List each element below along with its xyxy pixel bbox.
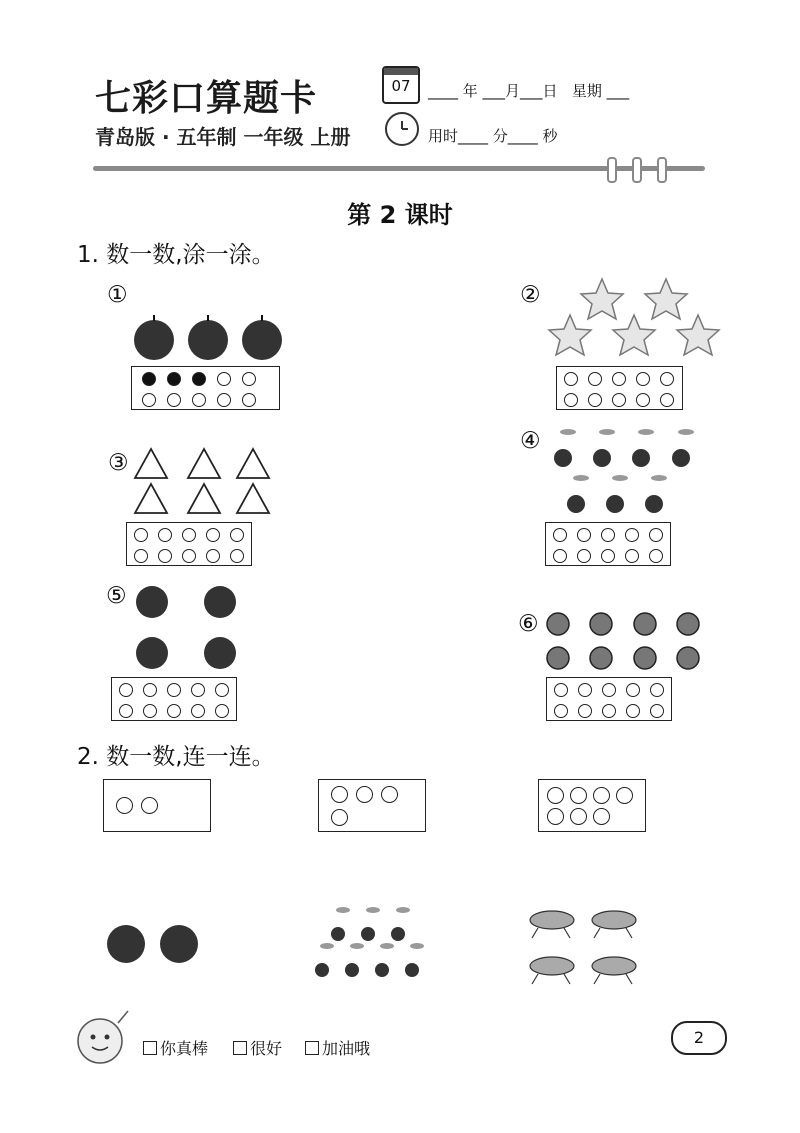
mascot-icon (70, 1005, 132, 1069)
ten-frame-6[interactable] (546, 677, 672, 721)
frame-dot[interactable] (588, 372, 602, 386)
item-number: ⑤ (106, 583, 127, 609)
frame-dot[interactable] (217, 372, 231, 386)
item-number: ③ (108, 450, 129, 476)
frame-dot[interactable] (660, 393, 674, 407)
frame-dot[interactable] (612, 372, 626, 386)
frame-dot[interactable] (553, 549, 567, 563)
apples-picture (132, 582, 247, 672)
checkbox-icon[interactable] (305, 1041, 319, 1055)
frame-dot[interactable] (625, 528, 639, 542)
frame-dot[interactable] (554, 704, 568, 718)
frame-dot[interactable] (206, 549, 220, 563)
count-box-4[interactable] (318, 779, 426, 832)
box-dot (331, 786, 348, 803)
rating-label: 很好 (250, 1039, 283, 1058)
date-line: ____ 年 ___月___日 星期 ___ (428, 82, 630, 100)
frame-dot[interactable] (167, 683, 181, 697)
frame-dot[interactable] (564, 372, 578, 386)
frame-dot[interactable] (626, 704, 640, 718)
frame-dot[interactable] (230, 528, 244, 542)
frame-dot[interactable] (564, 393, 578, 407)
brand-title: 七彩口算题卡 (95, 77, 318, 119)
frame-dot[interactable] (625, 549, 639, 563)
lesson-title: 第 2 课时 (347, 201, 453, 229)
box-dot (593, 808, 610, 825)
page-number: 2 (671, 1021, 727, 1055)
frame-dot[interactable] (650, 704, 664, 718)
frame-dot[interactable] (215, 704, 229, 718)
checkbox-icon[interactable] (143, 1041, 157, 1055)
frame-dot[interactable] (602, 704, 616, 718)
ten-frame-2[interactable] (556, 366, 683, 410)
cherries-picture (548, 424, 703, 516)
rating-option-1[interactable] (143, 1036, 208, 1059)
rating-label: 加油哦 (322, 1039, 371, 1058)
frame-dot[interactable] (649, 549, 663, 563)
frame-dot[interactable] (191, 683, 205, 697)
frame-dot[interactable] (588, 393, 602, 407)
frame-dot[interactable] (649, 528, 663, 542)
frame-dot[interactable] (119, 704, 133, 718)
frame-dot[interactable] (206, 528, 220, 542)
rating-option-2[interactable] (233, 1036, 282, 1059)
frame-dot[interactable] (142, 393, 156, 407)
frame-dot[interactable] (182, 528, 196, 542)
stars-picture (542, 277, 727, 363)
box-dot (547, 787, 564, 804)
item-number: ⑥ (518, 611, 539, 637)
frame-dot[interactable] (636, 393, 650, 407)
frame-dot[interactable] (142, 372, 156, 386)
frame-dot[interactable] (158, 528, 172, 542)
frame-dot[interactable] (578, 683, 592, 697)
count-box-2[interactable] (103, 779, 211, 832)
frame-dot[interactable] (167, 372, 181, 386)
ten-frame-5[interactable] (111, 677, 237, 721)
frame-dot[interactable] (134, 528, 148, 542)
frame-dot[interactable] (636, 372, 650, 386)
frame-dot[interactable] (601, 528, 615, 542)
box-dot (381, 786, 398, 803)
box-dot (616, 787, 633, 804)
frame-dot[interactable] (158, 549, 172, 563)
box-dot (331, 809, 348, 826)
frame-dot[interactable] (230, 549, 244, 563)
binder-pin (632, 157, 642, 183)
checkbox-icon[interactable] (233, 1041, 247, 1055)
box-dot (547, 808, 564, 825)
count-box-7[interactable] (538, 779, 646, 832)
frame-dot[interactable] (167, 393, 181, 407)
gray-circles-picture (544, 611, 704, 673)
ten-frame-3[interactable] (126, 522, 252, 566)
grasshoppers-picture[interactable] (524, 900, 642, 988)
box-dot (141, 797, 158, 814)
question-2-prompt: 2. 数一数,连一连。 (77, 744, 275, 770)
calendar-icon (382, 66, 420, 104)
frame-dot[interactable] (578, 704, 592, 718)
frame-dot[interactable] (167, 704, 181, 718)
frame-dot[interactable] (554, 683, 568, 697)
apples-picture (128, 314, 293, 362)
frame-dot[interactable] (134, 549, 148, 563)
ten-frame-1[interactable] (131, 366, 280, 410)
frame-dot[interactable] (182, 549, 196, 563)
frame-dot[interactable] (626, 683, 640, 697)
frame-dot[interactable] (242, 372, 256, 386)
box-dot (570, 787, 587, 804)
frame-dot[interactable] (192, 372, 206, 386)
rating-label: 你真棒 (160, 1039, 209, 1058)
apples-picture-2[interactable] (104, 920, 204, 966)
calendar-day: 07 (391, 77, 411, 95)
frame-dot[interactable] (577, 528, 591, 542)
frame-dot[interactable] (191, 704, 205, 718)
question-1-prompt: 1. 数一数,涂一涂。 (77, 242, 275, 268)
frame-dot[interactable] (217, 393, 231, 407)
box-dot (116, 797, 133, 814)
cherries-picture-2[interactable] (310, 902, 430, 982)
frame-dot[interactable] (119, 683, 133, 697)
item-number: ② (520, 282, 541, 308)
frame-dot[interactable] (650, 683, 664, 697)
binder-pin (657, 157, 667, 183)
frame-dot[interactable] (242, 393, 256, 407)
box-dot (593, 787, 610, 804)
item-number: ④ (520, 428, 541, 454)
binder-pin (607, 157, 617, 183)
frame-dot[interactable] (660, 372, 674, 386)
clock-icon (385, 112, 419, 146)
frame-dot[interactable] (577, 549, 591, 563)
ten-frame-4[interactable] (545, 522, 671, 566)
box-dot (570, 808, 587, 825)
frame-dot[interactable] (143, 683, 157, 697)
time-line: 用时____ 分____ 秒 (428, 127, 558, 145)
triangles-picture (133, 446, 278, 518)
frame-dot[interactable] (215, 683, 229, 697)
rating-option-3[interactable] (305, 1036, 370, 1059)
frame-dot[interactable] (553, 528, 567, 542)
frame-dot[interactable] (192, 393, 206, 407)
frame-dot[interactable] (612, 393, 626, 407)
box-dot (356, 786, 373, 803)
frame-dot[interactable] (601, 549, 615, 563)
frame-dot[interactable] (143, 704, 157, 718)
book-subtitle: 青岛版 · 五年制 一年级 上册 (95, 125, 351, 149)
item-number: ① (107, 282, 128, 308)
frame-dot[interactable] (602, 683, 616, 697)
